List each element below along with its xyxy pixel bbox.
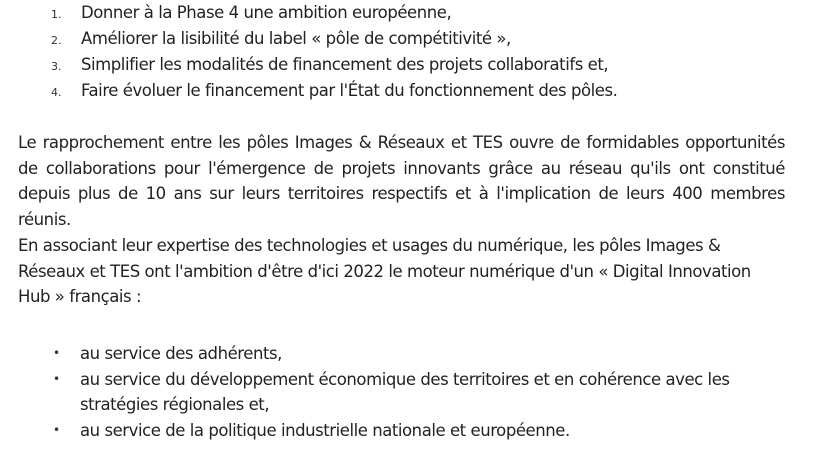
paragraph-rapprochement: Le rapprochement entre les pôles Images & Réseaux et TES ouvre de formidables opportunités de collaborations pour l'émergence de projets innovants grâce au réseau qu'ils ont constitué depuis plus de 10 ans sur leurs territoires respectifs et à l'implication de leurs 400 membres réunis. [18,133,785,229]
bullet-icon: • [53,346,60,360]
list-number: 4. [51,86,62,99]
bullet-list [20,341,800,443]
bullet-icon: • [53,422,60,437]
list-number: 3. [51,60,62,73]
list-item [20,367,800,418]
list-number: 1. [51,8,62,21]
list-item-text: Faire évoluer le financement par l'État du fonctionnement des pôles. [81,81,618,100]
list-item [20,26,800,52]
list-item [20,418,800,444]
list-item [20,78,800,104]
bullet-icon: • [53,371,60,386]
list-item [20,52,800,78]
list-item [20,341,800,367]
paragraph-expertise: En associant leur expertise des technologies et usages du numérique, les pôles Images & Réseaux et TES ont l'ambition d'être d'ici 2022 le moteur numérique d'un « Digital Innovation Hub » français : [18,236,751,307]
list-item-text: au service de la politique industrielle nationale et européenne. [80,420,570,440]
list-item-text: Améliorer la lisibilité du label « pôle de compétitivité », [81,29,511,48]
list-item-text: Donner à la Phase 4 une ambition européenne, [81,3,452,22]
list-item [20,0,800,26]
list-item-text: Simplifier les modalités de financement des projets collaboratifs et, [81,55,609,74]
list-item-text: au service des adhérents, [80,344,282,363]
list-number: 2. [51,34,62,47]
list-item-text: au service du développement économique des territoires et en cohérence avec les stratégies régionales et, [80,369,730,415]
numbered-list [20,0,800,104]
